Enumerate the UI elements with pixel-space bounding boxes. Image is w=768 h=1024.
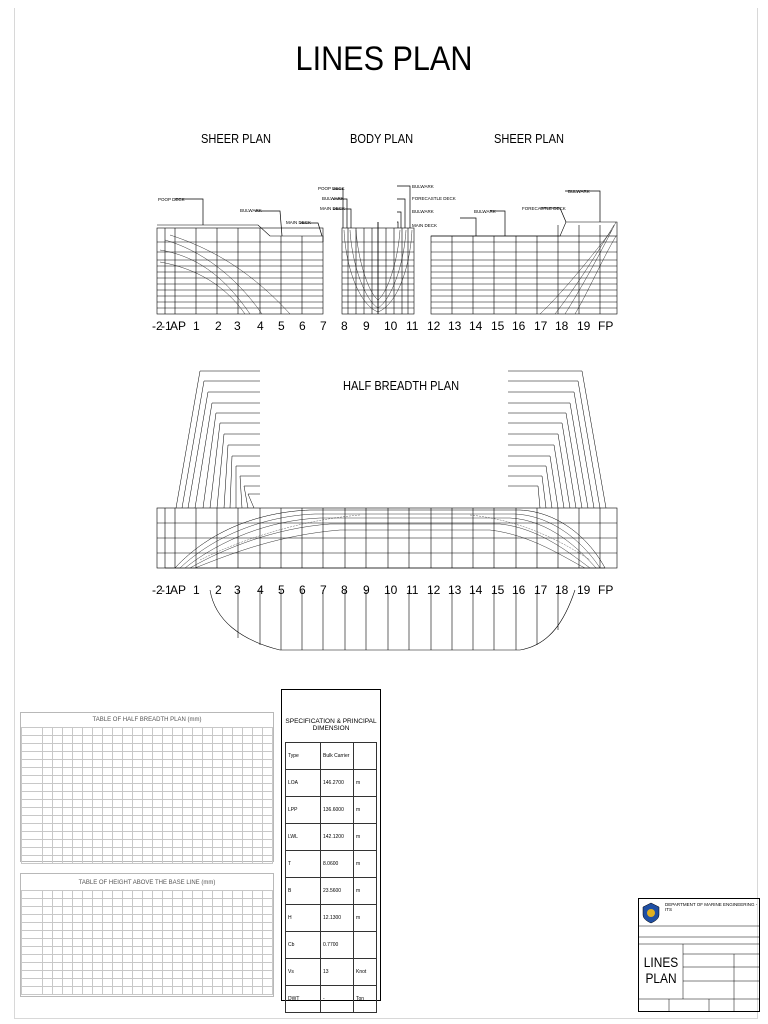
table-row (22, 736, 273, 744)
spec-unit: Ton (354, 986, 377, 1013)
spec-row (286, 986, 377, 1013)
top-station-3: 3 (234, 319, 241, 333)
spec-name: B (286, 878, 321, 905)
sheer-plan-right-label: SHEER PLAN (494, 131, 565, 146)
callout-bulwark-left: BULWARK (240, 208, 262, 213)
spec-row (286, 905, 377, 932)
table-row (22, 979, 273, 987)
hb-station-3: 3 (234, 583, 241, 597)
top-station-minus2: -2 (152, 319, 163, 333)
body-plan (342, 222, 414, 314)
hb-station-17: 17 (534, 583, 548, 597)
spec-table (285, 742, 377, 1013)
hb-station-13: 13 (448, 583, 462, 597)
table-row (22, 963, 273, 971)
table-row (22, 816, 273, 824)
specification-panel (281, 689, 381, 1001)
table-row (22, 800, 273, 808)
table-row (22, 891, 273, 899)
hb-station-4: 4 (257, 583, 264, 597)
table-row (22, 728, 273, 736)
top-station-16: 16 (512, 319, 526, 333)
hb-station-6: 6 (299, 583, 306, 597)
table-row (22, 848, 273, 856)
table-row (22, 955, 273, 963)
sheer-plan-left-label: SHEER PLAN (201, 131, 272, 146)
station-numbers-top (152, 319, 613, 333)
half-breadth-table (20, 712, 274, 862)
spec-value: - (321, 986, 354, 1013)
spec-value: 142.1200 (321, 824, 354, 851)
hb-station-FP: FP (598, 583, 614, 597)
hb-station-minus2: -2 (152, 583, 163, 597)
spec-row (286, 770, 377, 797)
callout-main-deck2-body: MAIN DECK (412, 223, 438, 228)
top-station-6: 6 (299, 319, 306, 333)
spec-value: 23.5600 (321, 878, 354, 905)
title-block (638, 898, 760, 1012)
drawing-name-label: LINES PLAN (643, 954, 679, 986)
spec-value: 0.7700 (321, 932, 354, 959)
half-breadth-table-title: TABLE OF HALF BREADTH PLAN (mm) (92, 717, 202, 723)
hb-station-AP: AP (170, 583, 187, 597)
callout-bulwark-right: BULWARK (474, 209, 496, 214)
callout-forecastle-right: FORECASTLE DECK (522, 206, 566, 211)
spec-title: SPECIFICATION & PRINCIPAL DIMENSION (285, 718, 377, 732)
callout-leaders (175, 186, 600, 236)
half-breadth-plan-label: HALF BREADTH PLAN (343, 378, 460, 393)
hb-station-minus1: -1 (161, 583, 172, 597)
table-row (22, 776, 273, 784)
spec-row (286, 878, 377, 905)
spec-name: DWT (286, 986, 321, 1013)
spec-unit: m (354, 851, 377, 878)
top-station-5: 5 (278, 319, 285, 333)
hb-station-18: 18 (555, 583, 569, 597)
half-breadth-plan (157, 371, 617, 650)
hb-station-12: 12 (427, 583, 441, 597)
table-row (22, 760, 273, 768)
top-station-8: 8 (341, 319, 348, 333)
spec-value: Bulk Carrier (321, 743, 354, 770)
sheer-plan-left (157, 225, 323, 314)
half-breadth-table-grid (21, 727, 273, 864)
spec-name: Cb (286, 932, 321, 959)
spec-name: Type (286, 743, 321, 770)
callout-bulwark2-body: BULWARK (412, 184, 434, 189)
spec-value: 136.6000 (321, 797, 354, 824)
station-numbers-half-breadth (152, 583, 613, 597)
top-station-AP: AP (170, 319, 187, 333)
top-station-2: 2 (215, 319, 222, 333)
hb-station-15: 15 (491, 583, 505, 597)
spec-row (286, 797, 377, 824)
callout-bulwark2-right: BULWARK (568, 189, 590, 194)
spec-unit: m (354, 770, 377, 797)
table-row (22, 939, 273, 947)
hb-station-1: 1 (193, 583, 200, 597)
table-row (22, 856, 273, 864)
top-station-13: 13 (448, 319, 462, 333)
table-row (22, 808, 273, 816)
department-label: DEPARTMENT OF MARINE ENGINEERING - ITS (665, 902, 758, 912)
height-table-grid (21, 890, 273, 995)
spec-row (286, 932, 377, 959)
table-row (22, 915, 273, 923)
table-row (22, 832, 273, 840)
spec-row (286, 824, 377, 851)
table-row (22, 923, 273, 931)
hb-station-10: 10 (384, 583, 398, 597)
spec-value: 13 (321, 959, 354, 986)
spec-name: T (286, 851, 321, 878)
spec-unit: m (354, 824, 377, 851)
body-plan-label: BODY PLAN (350, 131, 414, 146)
top-station-1: 1 (193, 319, 200, 333)
callout-main-deck-left: MAIN DECK (286, 220, 312, 225)
drawing-title: LINES PLAN (295, 40, 473, 78)
height-table-title: TABLE OF HEIGHT ABOVE THE BASE LINE (mm) (78, 880, 216, 886)
hb-station-8: 8 (341, 583, 348, 597)
spec-value: 8.0600 (321, 851, 354, 878)
callout-poop-deck-left: POOP DECK (158, 197, 185, 202)
spec-value: 12.1300 (321, 905, 354, 932)
top-station-18: 18 (555, 319, 569, 333)
top-station-minus1: -1 (161, 319, 172, 333)
spec-name: LWL (286, 824, 321, 851)
hb-station-7: 7 (320, 583, 327, 597)
hb-station-14: 14 (469, 583, 483, 597)
top-station-9: 9 (363, 319, 370, 333)
spec-unit: Knot (354, 959, 377, 986)
hb-station-19: 19 (577, 583, 591, 597)
callout-forecastle-body: FORECASTLE DECK (412, 196, 456, 201)
top-station-12: 12 (427, 319, 441, 333)
spec-unit (354, 932, 377, 959)
top-station-19: 19 (577, 319, 591, 333)
spec-unit (354, 743, 377, 770)
table-row (22, 899, 273, 907)
table-row (22, 752, 273, 760)
callout-poop-deck-body: POOP DECK (318, 186, 345, 191)
top-station-15: 15 (491, 319, 505, 333)
sheer-plan-right (431, 222, 617, 314)
table-row (22, 784, 273, 792)
spec-row (286, 959, 377, 986)
top-station-10: 10 (384, 319, 398, 333)
hb-station-5: 5 (278, 583, 285, 597)
table-row (22, 840, 273, 848)
height-table (20, 873, 274, 997)
table-row (22, 792, 273, 800)
callout-bulwark-body: BULWARK (322, 196, 344, 201)
hb-station-11: 11 (406, 583, 419, 597)
callout-bulwark3-body: BULWARK (412, 209, 434, 214)
top-station-17: 17 (534, 319, 548, 333)
table-row (22, 824, 273, 832)
top-station-7: 7 (320, 319, 327, 333)
hb-station-2: 2 (215, 583, 222, 597)
table-row (22, 768, 273, 776)
table-row (22, 971, 273, 979)
table-row (22, 744, 273, 752)
spec-name: LPP (286, 797, 321, 824)
table-row (22, 947, 273, 955)
table-row (22, 907, 273, 915)
spec-unit: m (354, 905, 377, 932)
spec-unit: m (354, 797, 377, 824)
spec-unit: m (354, 878, 377, 905)
spec-row (286, 851, 377, 878)
hb-station-16: 16 (512, 583, 526, 597)
top-station-11: 11 (406, 319, 419, 333)
table-row (22, 931, 273, 939)
table-row (22, 987, 273, 995)
hb-station-9: 9 (363, 583, 370, 597)
top-station-FP: FP (598, 319, 614, 333)
spec-name: H (286, 905, 321, 932)
spec-value: 146.2700 (321, 770, 354, 797)
spec-name: LOA (286, 770, 321, 797)
small-annotations (158, 184, 590, 228)
callout-main-deck-body: MAIN DECK (320, 206, 346, 211)
top-station-14: 14 (469, 319, 483, 333)
spec-name: Vs (286, 959, 321, 986)
spec-row (286, 743, 377, 770)
top-station-4: 4 (257, 319, 264, 333)
